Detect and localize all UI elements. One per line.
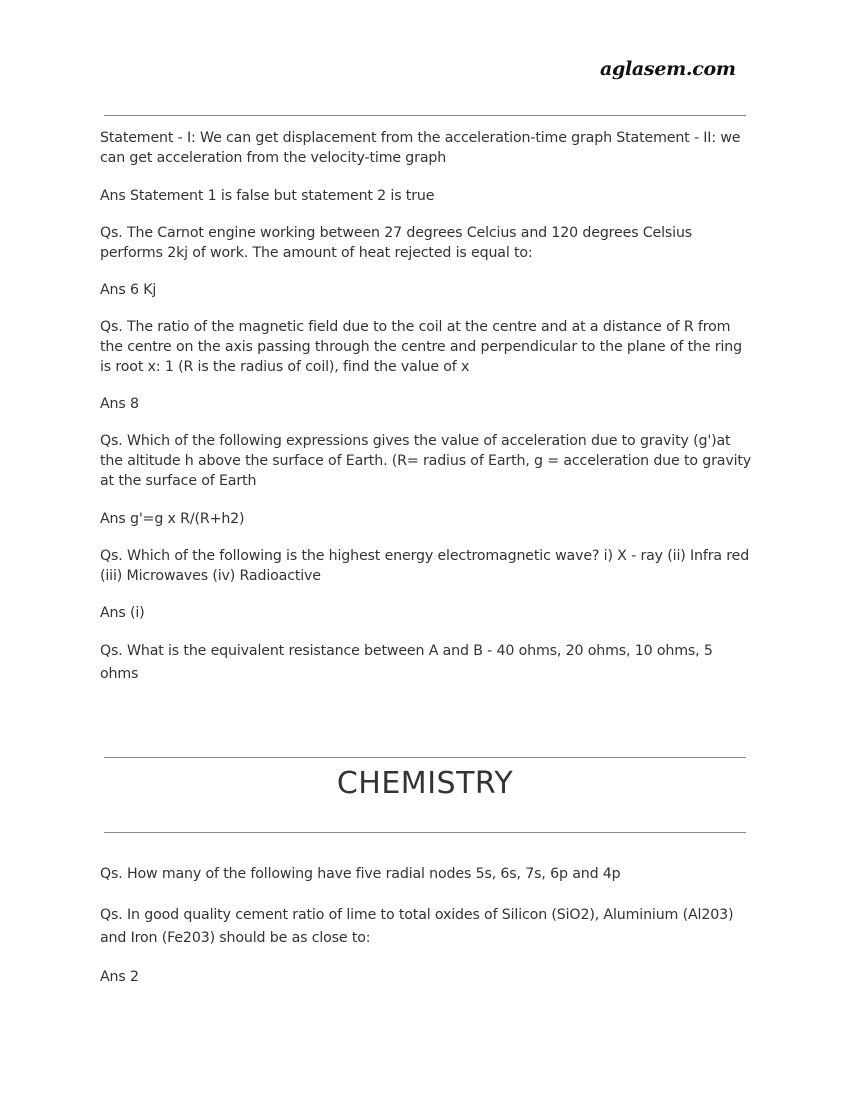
section-divider-top <box>104 757 746 758</box>
section-heading: CHEMISTRY <box>336 766 514 801</box>
question-text: Qs. The ratio of the magnetic field due to the coil at the centre and at a distance of R from the centre on the axis passing through the centre and perpendicular to the plane of the ring is root x: 1 (R is the radius of coil), find the value of x <box>100 319 742 375</box>
question-text: Qs. Which of the following is the highest energy electromagnetic wave? i) X - ray (ii) Infra red (iii) Microwaves (iv) Radioactive <box>100 548 750 584</box>
question-text: Qs. Which of the following expressions gives the value of acceleration due to gravity (g')at the altitude h above the surface of Earth. (R= radius of Earth, g = acceleration due to gravity at the surface of Earth <box>100 433 752 489</box>
section-divider-bottom <box>104 832 746 833</box>
question-text: Qs. How many of the following have five radial nodes 5s, 6s, 7s, 6p and 4p <box>100 866 621 882</box>
answer-text: Ans Statement 1 is false but statement 2 is true <box>100 188 435 204</box>
answer-text: Ans 2 <box>100 969 139 985</box>
brand-logo: aglasem.com <box>600 58 736 80</box>
statement-text: Statement - I: We can get displacement from the acceleration-time graph Statement - II: we can get acceleration from the velocity-time graph <box>100 130 741 166</box>
header-divider <box>104 115 746 116</box>
answer-text: Ans 6 Kj <box>100 282 157 298</box>
question-text: Qs. What is the equivalent resistance between A and B - 40 ohms, 20 ohms, 10 ohms, 5 ohms <box>100 643 713 682</box>
answer-text: Ans (i) <box>100 605 145 621</box>
question-text: Qs. The Carnot engine working between 27 degrees Celcius and 120 degrees Celsius performs 2kj of work. The amount of heat rejected is equal to: <box>100 225 693 261</box>
question-text: Qs. In good quality cement ratio of lime to total oxides of Silicon (SiO2), Aluminium (Al203) and Iron (Fe203) should be as close to: <box>100 907 734 946</box>
answer-text: Ans 8 <box>100 396 139 412</box>
answer-text: Ans g'=g x R/(R+h2) <box>100 511 245 527</box>
